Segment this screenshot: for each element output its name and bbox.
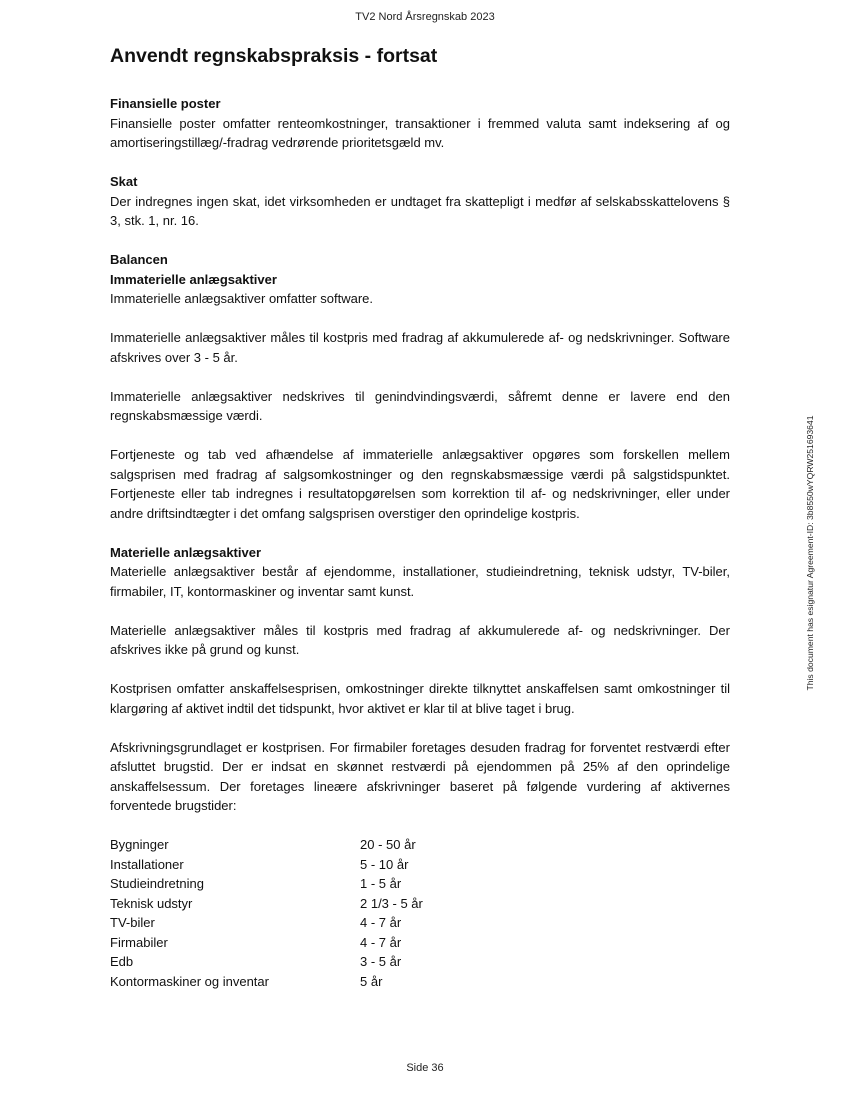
table-row: [110, 972, 730, 992]
section-materielle-anlaegsaktiver: [110, 543, 730, 992]
paragraph: Der indregnes ingen skat, idet virksomheden er undtaget fra skattepligt i medfør af selskabsskattelovens § 3, stk. 1, nr. 16.: [110, 193, 730, 228]
paragraph: Immaterielle anlægsaktiver nedskrives til genindvindingsværdi, såfremt denne er lavere end den regnskabsmæssige værdi.: [110, 388, 730, 423]
table-row: [110, 835, 730, 855]
paragraph: Immaterielle anlægsaktiver omfatter software.: [110, 291, 373, 306]
paragraph: Finansielle poster omfatter renteomkostninger, transaktioner i fremmed valuta samt indeksering af og amortiseringstillæg/-fradrag vedrørende prioritetsgæld mv.: [110, 115, 730, 150]
paragraph: Kostprisen omfatter anskaffelsesprisen, omkostninger direkte tilknyttet anskaffelsen samt omkostninger til klargøring af aktivet indtil det tidspunkt, hvor aktivet er klar til at blive taget i brug.: [110, 681, 730, 716]
table-row: [110, 874, 730, 894]
asset-period: 2 1/3 - 5 år: [360, 895, 423, 911]
asset-name: Installationer: [110, 856, 184, 872]
page-content: [110, 44, 730, 1011]
paragraph: Fortjeneste og tab ved afhændelse af immaterielle anlægsaktiver opgøres som forskellen mellem salgsprisen med fradrag af salgsomkostninger og den regnskabsmæssige værdi på salgstidspunktet. Fortjeneste eller tab indregnes i resultatopgørelsen som korrektion til af- og nedskrivninger, eller under andre driftsindtægter i det omfang salgsprisen overstiger den oprindelige kostpris.: [110, 447, 730, 521]
section-heading: Finansielle poster: [110, 96, 221, 111]
asset-period: 1 - 5 år: [360, 876, 402, 891]
page-title: Anvendt regnskabspraksis - fortsat: [110, 45, 438, 67]
table-row: [110, 933, 730, 953]
asset-period: 5 år: [360, 973, 383, 989]
section-heading: Skat: [110, 174, 138, 189]
page-number: Side 36: [406, 1062, 444, 1074]
asset-name: Edb: [110, 954, 134, 969]
paragraph: Materielle anlægsaktiver består af ejendomme, installationer, studieindretning, teknisk udstyr, TV-biler, firmabiler, IT, kontormaskiner og inventar samt kunst.: [110, 564, 730, 599]
table-row: [110, 952, 730, 972]
asset-name: Bygninger: [110, 837, 169, 852]
paragraph: Immaterielle anlægsaktiver måles til kostpris med fradrag af akkumulerede af- og nedskrivninger. Software afskrives over 3 - 5 år.: [110, 330, 730, 365]
document-header: TV2 Nord Årsregnskab 2023: [355, 11, 495, 23]
asset-name: Studieindretning: [110, 876, 204, 891]
asset-period: 5 - 10 år: [360, 856, 409, 872]
section-balancen: [110, 250, 730, 523]
paragraph: Afskrivningsgrundlaget er kostprisen. For firmabiler foretages desuden fradrag for forventet restværdi efter afsluttet brugstid. Der er indsat en skønnet restværdi på ejendommen på 25% af den oprindelige anskaffelsessum. Der foretages lineære afskrivninger baseret på følgende vurdering af aktivernes forventede brugstider:: [110, 739, 730, 813]
asset-name: Teknisk udstyr: [110, 895, 193, 911]
asset-period: 4 - 7 år: [360, 934, 402, 950]
table-row: [110, 913, 730, 933]
asset-name: Firmabiler: [110, 934, 168, 950]
section-heading: Balancen: [110, 252, 168, 267]
asset-period: 4 - 7 år: [360, 915, 402, 930]
asset-name: Kontormaskiner og inventar: [110, 973, 269, 989]
esignatur-agreement-text: This document has esignatur Agreement-ID: 3b8550wYQRW251693641: [805, 415, 815, 691]
table-row: [110, 894, 730, 914]
asset-period: 3 - 5 år: [360, 954, 402, 969]
subsection-heading: Immaterielle anlægsaktiver: [110, 271, 277, 287]
useful-life-table: [110, 835, 730, 991]
asset-period: 20 - 50 år: [360, 837, 416, 852]
asset-name: TV-biler: [110, 915, 155, 930]
section-heading: Materielle anlægsaktiver: [110, 544, 262, 560]
section-skat: [110, 172, 730, 231]
paragraph: Materielle anlægsaktiver måles til kostpris med fradrag af akkumulerede af- og nedskrivninger. Der afskrives ikke på grund og kunst.: [110, 622, 730, 657]
table-row: [110, 855, 730, 875]
section-finansielle-poster: [110, 94, 730, 153]
